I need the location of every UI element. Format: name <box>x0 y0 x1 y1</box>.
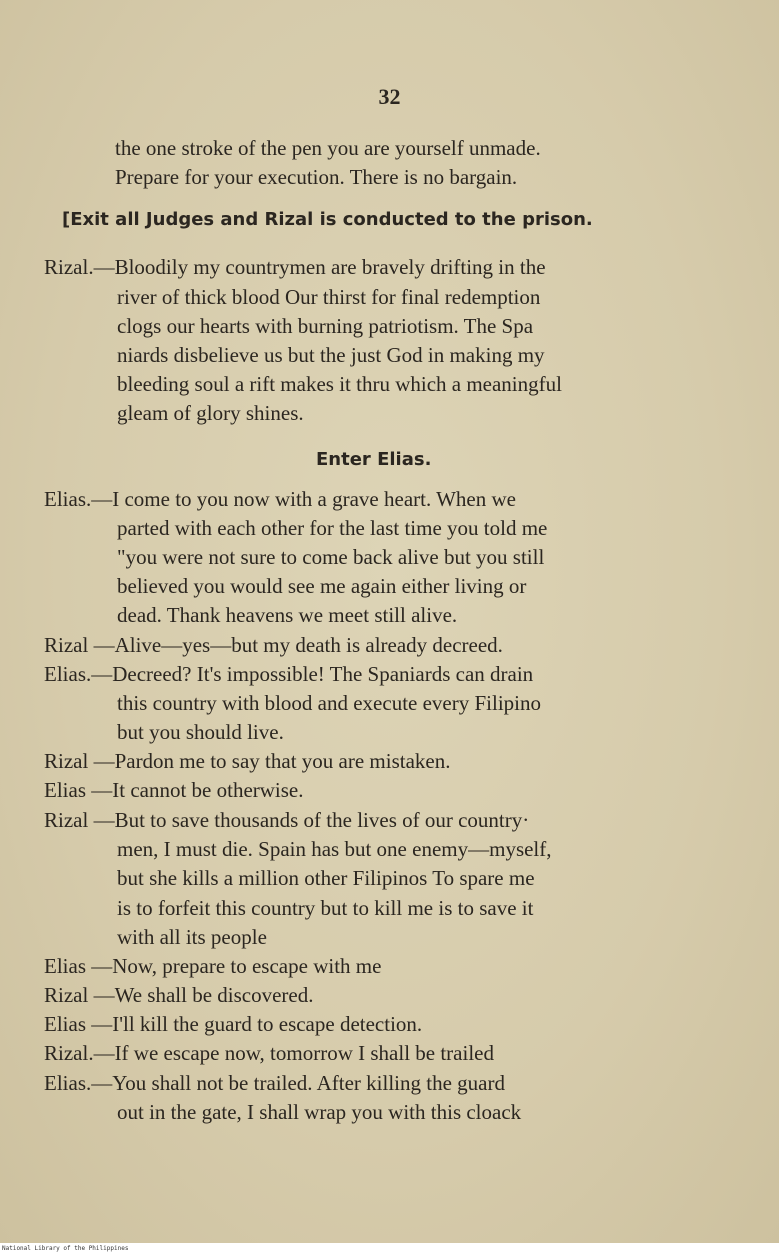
dialogue-line: Elias —Now, prepare to escape with me <box>44 954 382 978</box>
text-line: but she kills a million other Filipinos To spare me <box>117 866 535 890</box>
dialogue-line: Rizal.—Bloodily my countrymen are bravely drifting in the <box>44 255 546 279</box>
text-line: parted with each other for the last time you told me <box>117 516 548 540</box>
text-line: believed you would see me again either living or <box>117 574 527 598</box>
dialogue-line: Rizal —Alive—yes—but my death is already decreed. <box>44 633 503 657</box>
dialogue-line: Elias —It cannot be otherwise. <box>44 778 304 802</box>
text-line: niards disbelieve us but the just God in making my <box>117 343 545 367</box>
text-line: the one stroke of the pen you are yourself unmade. <box>115 136 541 160</box>
dialogue-line: Elias —I'll kill the guard to escape detection. <box>44 1012 423 1036</box>
text-line: gleam of glory shines. <box>117 401 304 425</box>
page-number: 32 <box>378 84 401 109</box>
library-watermark: National Library of the Philippines <box>2 1245 129 1252</box>
text-line: bleeding soul a rift makes it thru which a meaningful <box>117 372 562 396</box>
dialogue-line: Elias.—You shall not be trailed. After killing the guard <box>44 1071 505 1095</box>
text-line: river of thick blood Our thirst for final redemption <box>117 285 541 309</box>
text-line: clogs our hearts with burning patriotism. The Spa <box>117 314 534 338</box>
dialogue-line: Rizal —Pardon me to say that you are mistaken. <box>44 749 451 773</box>
text-line: dead. Thank heavens we meet still alive. <box>117 603 458 627</box>
dialogue-line: Elias.—Decreed? It's impossible! The Spaniards can drain <box>44 662 534 686</box>
text-line: men, I must die. Spain has but one enemy—myself, <box>117 837 552 861</box>
dialogue-line: Rizal —But to save thousands of the lives of our country· <box>44 808 530 832</box>
dialogue-line: Rizal.—If we escape now, tomorrow I shall be trailed <box>44 1041 494 1065</box>
dialogue-line: Rizal —We shall be discovered. <box>44 983 314 1007</box>
text-line: with all its people <box>117 925 267 949</box>
dialogue-line: Elias.—I come to you now with a grave heart. When we <box>44 487 516 511</box>
text-line: but you should live. <box>117 720 284 744</box>
text-line: Prepare for your execution. There is no bargain. <box>115 165 518 189</box>
text-line: out in the gate, I shall wrap you with this cloack <box>117 1100 522 1124</box>
text-line: "you were not sure to come back alive but you still <box>117 545 545 569</box>
stage-direction: Enter Elias. <box>316 449 432 470</box>
stage-direction: [Exit all Judges and Rizal is conducted to the prison. <box>62 209 593 230</box>
text-line: is to forfeit this country but to kill me is to save it <box>117 896 534 920</box>
text-line: this country with blood and execute every Filipino <box>117 691 541 715</box>
